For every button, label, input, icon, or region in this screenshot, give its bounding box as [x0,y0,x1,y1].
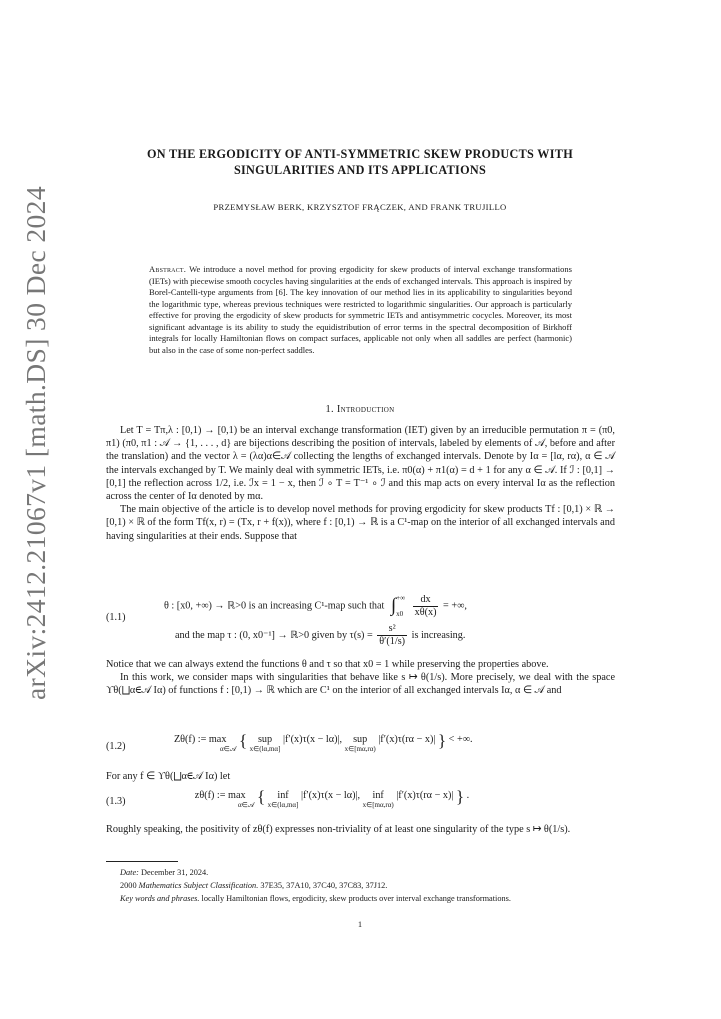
fraction [377,623,407,648]
abstract [149,264,572,356]
body-text-block [106,658,615,698]
equation-text: |f′(x)τ(rα − x)| [396,790,454,801]
equation-text: zθ(f) := max [194,790,246,801]
subscript: x∈(lα,mα] [267,801,299,809]
paragraph: The main objective of the article is to develop novel methods for proving ergodicity for skew products Tf : [0,1) × ℝ → [0,1) × ℝ of the form Tf(x, r) = (Tx, r + f(x)), where f : [0,1) → ℝ is a C¹-map on the interior of all exchanged intervals and having singularities at their ends. Suppose that [106,504,615,542]
operator: inf [372,790,384,801]
integral-upper-limit: +∞ [396,594,406,602]
section-heading [104,404,616,415]
title-line: SINGULARITIES AND ITS APPLICATIONS [233,163,487,177]
equation-text: |f′(x)τ(x − lα)|, [282,734,343,745]
footnote-msc [106,880,615,891]
equation-text: |f′(x)τ(rα − x)| [378,734,436,745]
equation-text: Zθ(f) := max [173,734,227,745]
body-text-block [106,424,615,543]
left-brace: { [256,787,266,806]
paragraph: Notice that we can always extend the functions θ and τ so that x0 = 1 while preserving the properties above. [106,659,549,670]
paragraph: Let T = Tπ,λ : [0,1) → [0,1) be an interval exchange transformation (IET) given by an irreducible permutation π = (π0, π1) (π0, π1 : 𝒜 → {1, . . . , d} are bijections describing the position of intervals, labeled by elements of 𝒜, before and after the translation) and the vector λ = (λα)α∈𝒜 collecting the lengths of exchanged intervals. Denote by Iα = [lα, rα), α ∈ 𝒜 the intervals exchanged by T. We mainly deal with symmetric IETs, i.e. π0(α) + π1(α) = d + 1 for any α ∈ 𝒜. If ℐ : [0,1] → [0,1] the reflection across 1/2, i.e. ℐx = 1 − x, then ℐ ∘ T = T⁻¹ ∘ ℐ and this map acts on every interval Iα as the reflection across the center of Iα denoted by mα. [106,425,615,503]
right-brace: } [437,731,447,750]
equation-text: . [466,790,470,801]
equation-1-3 [186,787,470,810]
equation-text: θ : [x0, +∞) → ℝ>0 is an increasing C¹-map such that [164,600,385,612]
equation-1-1-line-1 [164,590,467,622]
equation-1-2 [164,731,473,754]
body-text-block [106,770,615,783]
paragraph: For any f ∈ ϒθ(⨆α∈𝒜 Iα) let [106,771,231,782]
fraction-numerator: dx [413,594,439,607]
operator: inf [277,790,289,801]
fraction-numerator: s² [377,623,407,636]
left-brace: { [238,731,248,750]
equation-1-1-line-2 [175,623,465,648]
footnote-value: locally Hamiltonian flows, ergodicity, skew products over interval exchange transformations. [201,894,511,903]
footnote-label: Key words and phrases. [120,894,200,903]
fraction [413,594,439,619]
equation-number: (1.3) [106,796,126,807]
footnote-value: December 31, 2024. [140,868,209,877]
operator: sup [353,734,368,745]
abstract-label: Abstract. [149,264,187,274]
footnote-date [106,867,615,878]
footnote-label: Date: [120,868,139,877]
footnote-label: Mathematics Subject Classification. [138,881,259,890]
fraction-denominator: xθ(x) [414,606,437,618]
equation-text: = +∞, [443,600,467,612]
integral-lower-limit: x0 [396,610,404,618]
subscript: x∈[mα,rα) [344,745,376,753]
operator: sup [257,734,273,745]
page-number: 1 [357,919,363,929]
paragraph: Roughly speaking, the positivity of zθ(f) expresses non-triviality of at least one singularity of the type s ↦ θ(1/s). [106,824,571,835]
subscript: x∈(lα,mα] [249,745,281,753]
equation-number: (1.2) [106,741,126,752]
author-list: PRZEMYSŁAW BERK, KRZYSZTOF FRĄCZEK, AND FRANK TRUJILLO [213,202,507,212]
equation-text: is increasing. [411,629,466,641]
equation-text: |f′(x)τ(x − lα)|, [300,790,361,801]
section-title: Introduction [336,404,395,415]
paper-title [104,146,616,178]
title-line: ON THE ERGODICITY OF ANTI-SYMMETRIC SKEW PRODUCTS WITH [146,147,573,161]
right-brace: } [455,787,465,806]
footnote-prefix: 2000 [120,881,137,890]
equation-text: < +∞. [448,734,473,745]
abstract-text: We introduce a novel method for proving ergodicity for skew products of interval exchange transformations (IETs) with piecewise smooth cocycles having singularities at the ends of exchanged intervals. This approach is inspired by Borel-Cantelli-type arguments from [6]. The key innovation of our method lies in its applicability to singularities beyond the logarithmic type, whereas previous techniques were restricted to logarithmic singularities. Our approach is particularly effective for proving the ergodicity of skew products for symmetric IETs and antisymmetric cocycles. Moreover, its most significant advantage is its ability to study the equidistribution of error terms in the spectral decomposition of Birkhoff integrals for locally Hamiltonian flows on compact surfaces, applicable not only when all saddles are perfect (harmonic) but also in the case of some non-perfect saddles. [149,264,573,355]
integral-sign: ∫ [390,595,397,616]
equation-text: and the map τ : (0, x0⁻¹] → ℝ>0 given by τ(s) = [175,629,373,641]
subscript: α∈𝒜 [220,745,237,753]
footnote-keywords [106,893,615,904]
paragraph: In this work, we consider maps with singularities that behave like s ↦ θ(1/s). More precisely, we deal with the space ϒθ(⨆α∈𝒜 Iα) of functions f : [0,1) → ℝ which are C¹ on the interior of all exchanged intervals Iα, α ∈ 𝒜 and [106,672,615,697]
footnote-value: 37E35, 37A10, 37C40, 37C83, 37J12. [260,881,388,890]
footnote-rule [106,861,178,862]
subscript: α∈𝒜 [238,801,255,809]
subscript: x∈[mα,rα) [362,801,394,809]
equation-number: (1.1) [106,612,126,623]
section-number: 1. [325,404,334,415]
fraction-denominator: θ′(1/s) [379,636,406,647]
arxiv-identifier: arXiv:2412.21067v1 [math.DS] 30 Dec 2024 [20,186,51,700]
body-text-block [106,823,615,836]
